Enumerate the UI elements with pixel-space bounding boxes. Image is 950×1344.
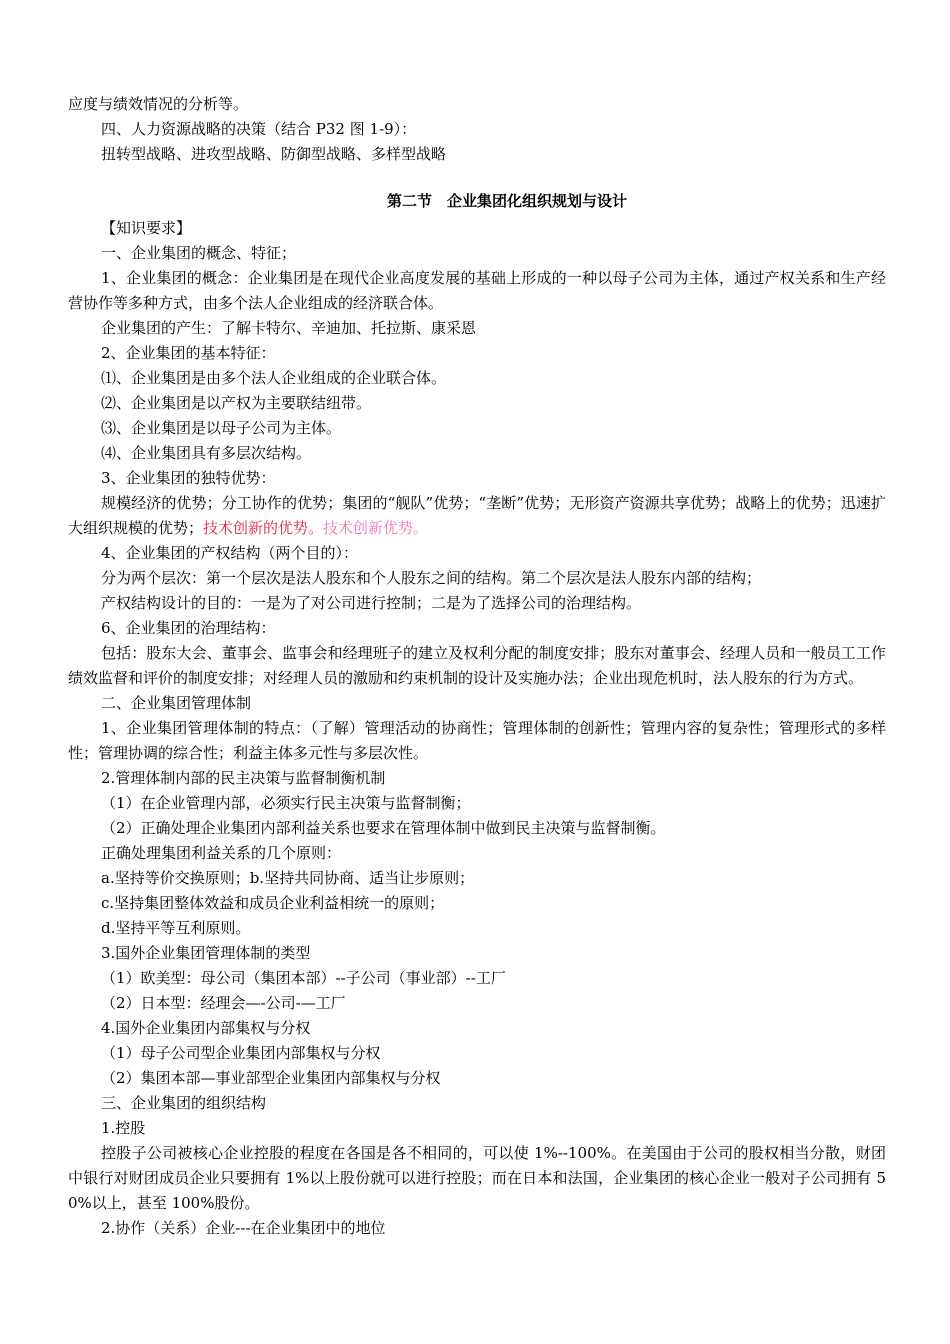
heading-unique-advantages: 3、企业集团的独特优势： — [101, 469, 276, 487]
list-item-principle-c: c.坚持集团整体效益和成员企业利益相统一的原则； — [101, 894, 445, 912]
knowledge-requirements-label: 【知识要求】 — [101, 219, 192, 237]
heading-concept-features: 一、企业集团的概念、特征； — [101, 244, 297, 262]
heading-ownership-structure: 4、企业集团的产权结构（两个目的）： — [101, 544, 359, 562]
heading-basic-features: 2、企业集团的基本特征： — [101, 344, 276, 362]
list-item-japanese: （2）日本型：经理会—-公司-—工厂 — [101, 994, 346, 1012]
highlight-tech-innovation-faded: 技术创新优势。 — [323, 519, 429, 537]
paragraph-strategy-types: 扭转型战略、进攻型战略、防御型战略、多样型战略 — [101, 145, 447, 163]
list-item-principle-d: d.坚持平等互利原则。 — [101, 919, 251, 937]
list-item-decision-1: （1）在企业管理内部，必须实行民主决策与监督制衡； — [101, 794, 471, 812]
list-item-feature-4: ⑷、企业集团具有多层次结构。 — [101, 444, 312, 462]
document-body — [68, 92, 886, 1241]
paragraph-strategy-decision: 四、人力资源战略的决策（结合 P32 图 1-9）： — [101, 120, 417, 138]
list-item-principle-ab: a.坚持等价交换原则；b.坚持共同协商、适当让步原则； — [101, 869, 475, 887]
paragraph-management-features: 1、企业集团管理体制的特点：（了解）管理活动的协商性；管理体制的创新性；管理内容的复杂性；管理形式的多样性；管理协调的综合性；利益主体多元性与多层次性。 — [68, 719, 886, 762]
list-item-hq-division: （2）集团本部—事业部型企业集团内部集权与分权 — [101, 1069, 441, 1087]
heading-foreign-types: 3.国外企业集团管理体制的类型 — [101, 944, 311, 962]
list-item-decision-2: （2）正确处理企业集团内部利益关系也要求在管理体制中做到民主决策与监督制衡。 — [101, 819, 666, 837]
paragraph-structure-purpose: 产权结构设计的目的：一是为了对公司进行控制；二是为了选择公司的治理结构。 — [101, 594, 642, 612]
heading-holding: 1.控股 — [101, 1119, 146, 1137]
list-item-feature-2: ⑵、企业集团是以产权为主要联结纽带。 — [101, 394, 372, 412]
paragraph-two-levels: 分为两个层次：第一个层次是法人股东和个人股东之间的结构。第二个层次是法人股东内部的结构； — [101, 569, 762, 587]
advantages-text: 规模经济的优势；分工协作的优势；集团的“舰队”优势；“垄断”优势；无形资产资源共享优势；战略上的优势；迅速扩大组织规模的优势； — [68, 494, 886, 537]
highlight-tech-innovation: 技术创新的优势。 — [203, 519, 324, 537]
heading-democratic-decision: 2.管理体制内部的民主决策与监督制衡机制 — [101, 769, 386, 787]
paragraph-group-concept: 1、企业集团的概念：企业集团是在现代企业高度发展的基础上形成的一种以母子公司为主体，通过产权关系和生产经营协作等多种方式，由多个法人企业组成的经济联合体。 — [68, 269, 886, 312]
heading-centralization: 4.国外企业集团内部集权与分权 — [101, 1019, 311, 1037]
heading-management-system: 二、企业集团管理体制 — [101, 694, 252, 712]
paragraph-group-origin: 企业集团的产生：了解卡特尔、辛迪加、托拉斯、康采恩 — [101, 319, 477, 337]
heading-org-structure: 三、企业集团的组织结构 — [101, 1094, 267, 1112]
list-item-feature-1: ⑴、企业集团是由多个法人企业组成的企业联合体。 — [101, 369, 447, 387]
heading-interest-principles: 正确处理集团利益关系的几个原则： — [101, 844, 342, 862]
paragraph-advantages — [68, 491, 886, 541]
paragraph-holding: 控股子公司被核心企业控股的程度在各国是各不相同的，可以使 1%--100%。在美国由于公司的股权相当分散，财团中银行对财团成员企业只要拥有 1%以上股份就可以进行控股；而在日本和法国，企业集团的核心企业一般对子公司拥有 50%以上，甚至 100%股份。 — [68, 1144, 886, 1212]
paragraph-governance: 包括：股东大会、董事会、监事会和经理班子的建立及权利分配的制度安排；股东对董事会、经理人员和一般员工工作绩效监督和评价的制度安排；对经理人员的激励和约束机制的设计及实施办法；企业出现危机时，法人股东的行为方式。 — [68, 644, 886, 687]
paragraph-continuation: 应度与绩效情况的分析等。 — [68, 95, 249, 113]
list-item-parent-sub: （1）母子公司型企业集团内部集权与分权 — [101, 1044, 381, 1062]
list-item-euro-american: （1）欧美型：母公司（集团本部）--子公司（事业部）--工厂 — [101, 969, 506, 987]
heading-governance: 6、企业集团的治理结构： — [101, 619, 276, 637]
section-title: 第二节 企业集团化组织规划与设计 — [386, 192, 627, 210]
heading-cooperative: 2.协作（关系）企业---在企业集团中的地位 — [101, 1219, 386, 1237]
list-item-feature-3: ⑶、企业集团是以母子公司为主体。 — [101, 419, 342, 437]
